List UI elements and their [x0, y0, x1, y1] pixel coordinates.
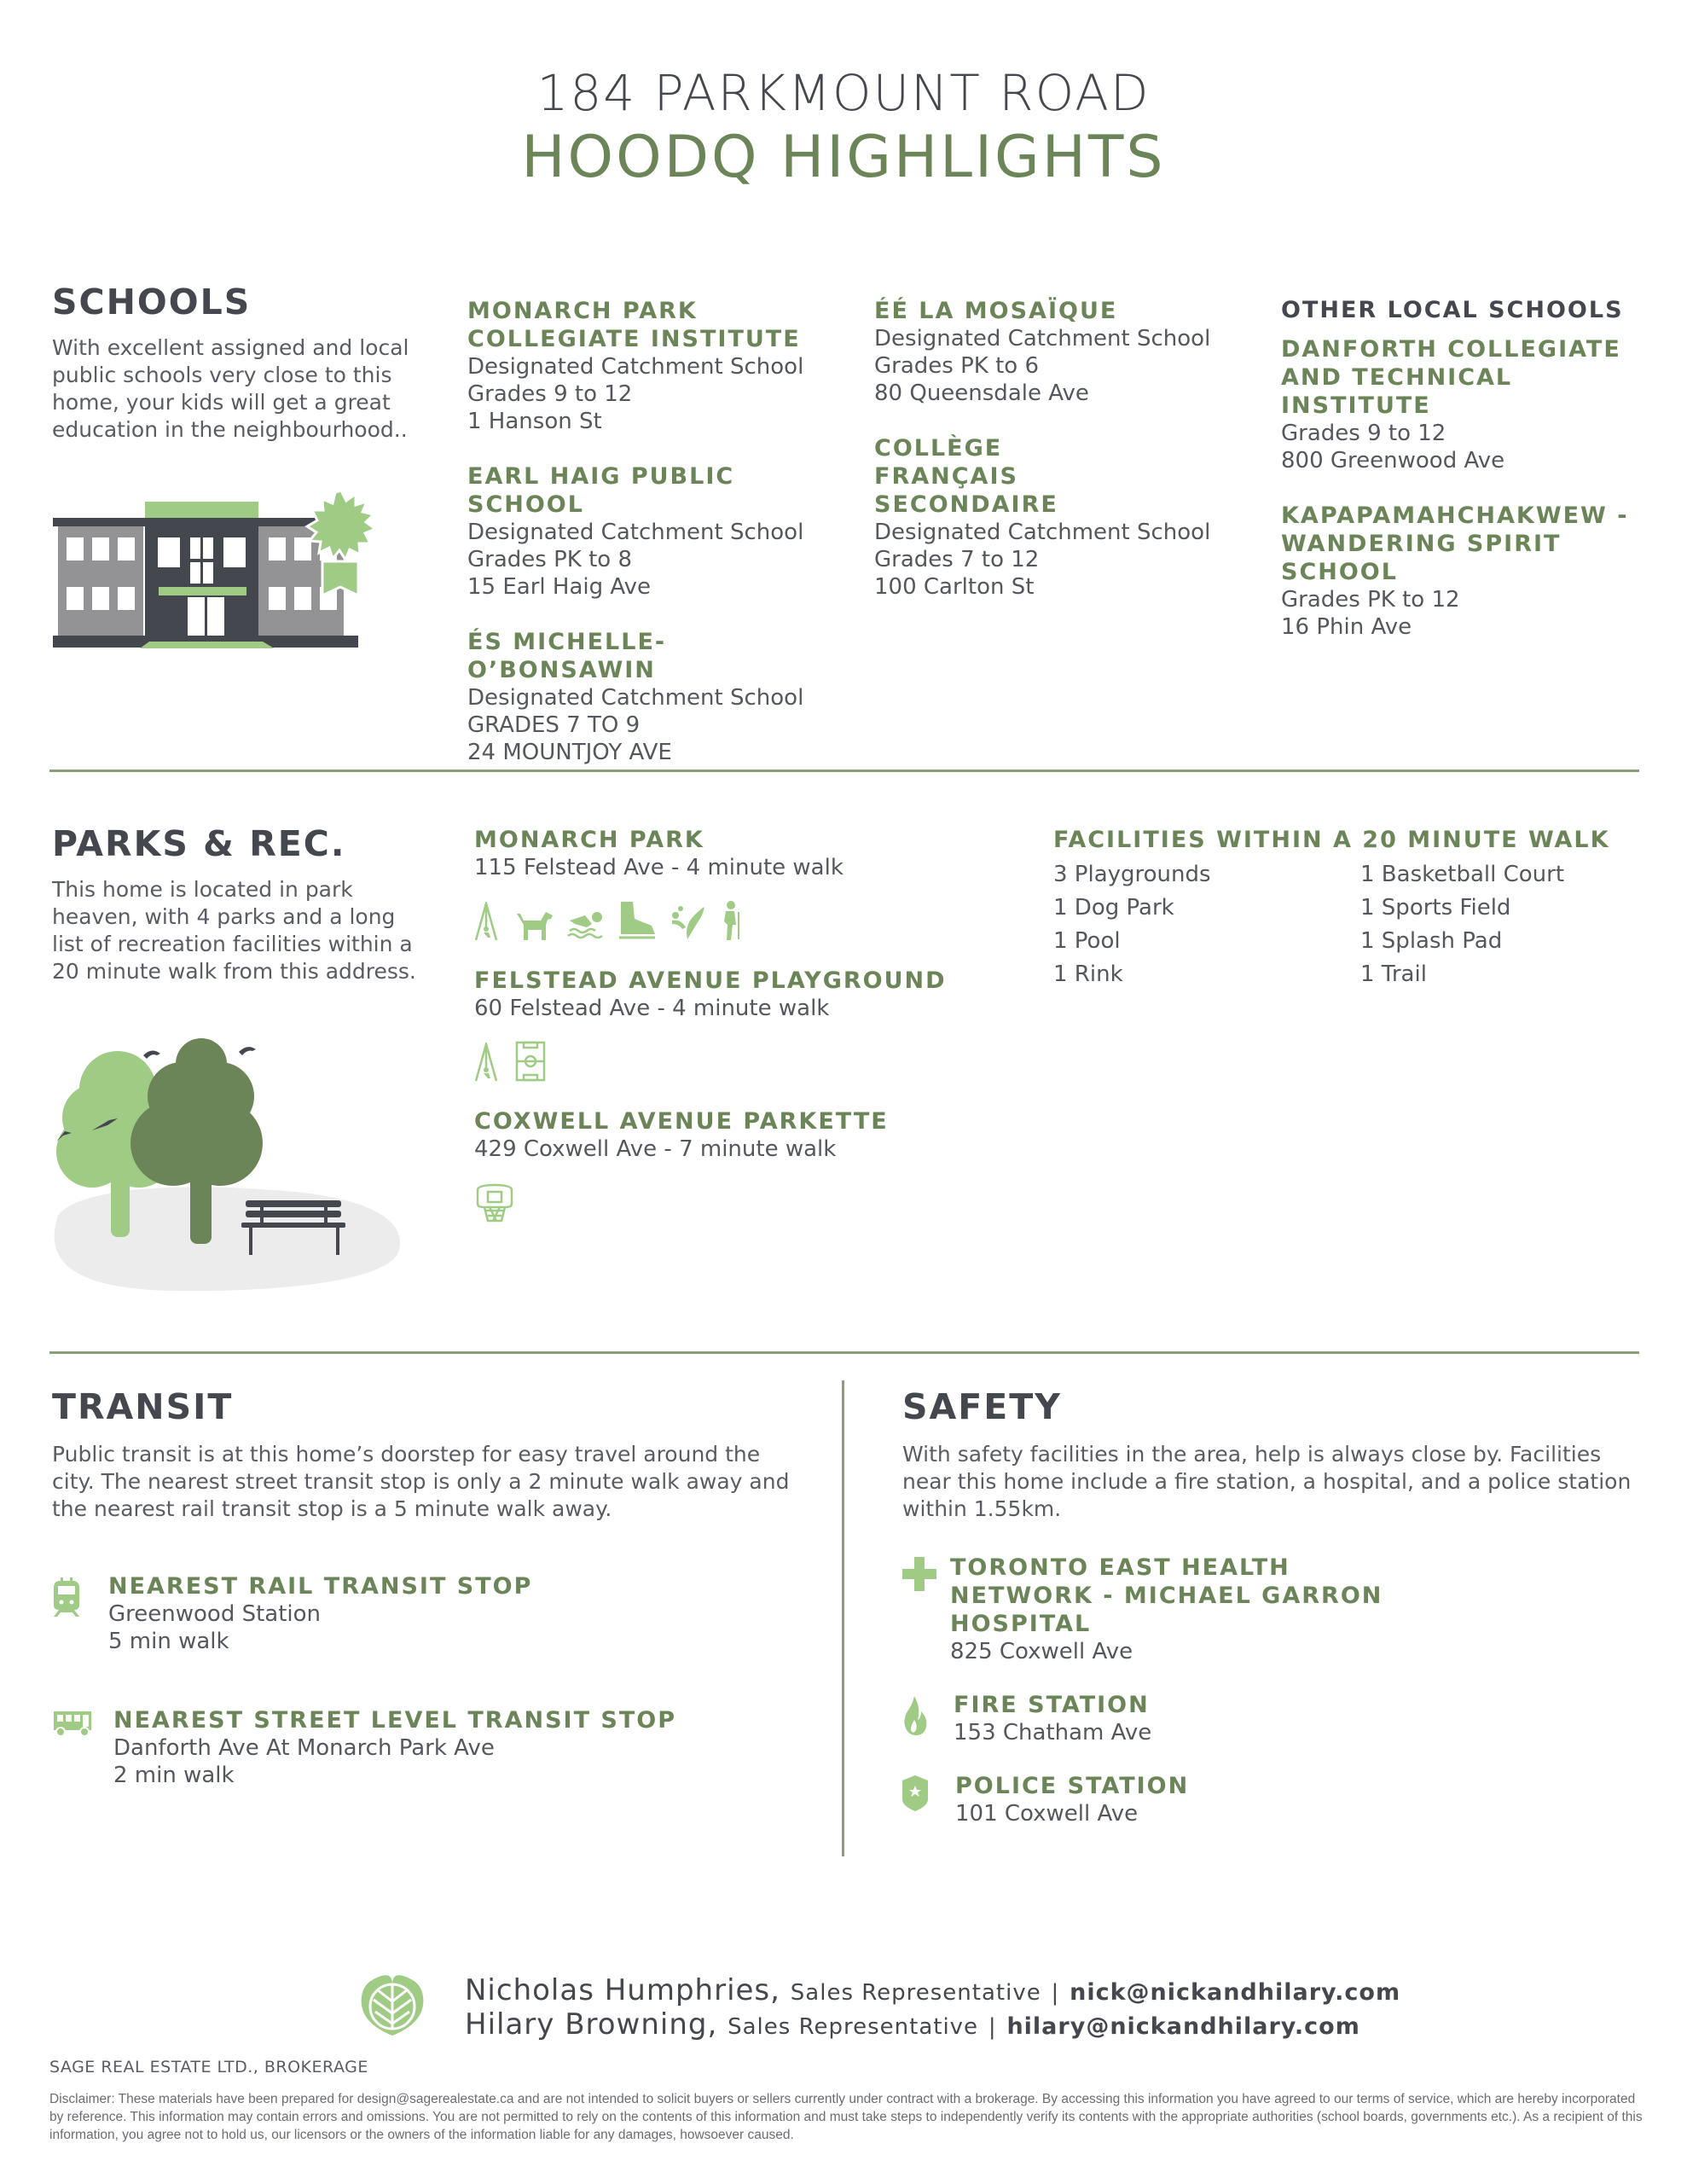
school-entry	[467, 462, 843, 601]
park-entry	[474, 826, 986, 941]
trail-icon	[718, 900, 744, 941]
school-catchment: Designated Catchment School	[874, 520, 1211, 545]
dog-park-icon	[515, 907, 554, 941]
school-address: 800 Greenwood Ave	[1281, 448, 1505, 473]
agent-email-link[interactable]: hilary@nickandhilary.com	[1006, 2013, 1360, 2040]
transit-stop-walk: 5 min walk	[108, 1629, 229, 1654]
agent-contact-1	[465, 1973, 1400, 2010]
school-catchment: Designated Catchment School	[874, 326, 1211, 351]
school-grades: Grades 7 to 12	[874, 547, 1040, 572]
school-grades: GRADES 7 TO 9	[467, 712, 641, 738]
sports-field-icon	[515, 1041, 546, 1082]
safety-facility-police	[902, 1772, 1653, 1827]
facility-item: 1 Rink	[1053, 961, 1123, 987]
park-name: MONARCH PARK	[474, 827, 704, 853]
playground-icon	[474, 902, 503, 941]
facility-item: 1 Sports Field	[1360, 895, 1511, 921]
separator: |	[988, 2014, 997, 2040]
safety-block	[902, 1386, 1653, 1827]
facility-item: 1 Trail	[1360, 961, 1427, 987]
facilities-block	[1053, 826, 1650, 989]
section-divider	[49, 770, 1639, 772]
park-amenity-icons	[474, 1182, 986, 1223]
school-grades: Grades PK to 12	[1281, 587, 1460, 613]
safety-facility-name: POLICE STATION	[955, 1773, 1190, 1799]
assigned-schools-column-2	[874, 297, 1232, 628]
park-amenity-icons	[474, 1041, 986, 1082]
property-address: 184 PARKMOUNT ROAD	[536, 64, 1151, 122]
school-entry	[874, 297, 1232, 407]
school-building-icon	[51, 486, 384, 648]
park-detail: 115 Felstead Ave - 4 minute walk	[474, 855, 844, 880]
hospital-cross-icon	[902, 1554, 950, 1595]
school-address: 16 Phin Ave	[1281, 614, 1412, 640]
schools-heading: SCHOOLS	[52, 282, 252, 322]
school-name: MONARCH PARK COLLEGIATE INSTITUTE	[467, 298, 801, 352]
facilities-list	[1053, 861, 1650, 989]
school-name: DANFORTH COLLEGIATE AND TECHNICAL INSTITUTE	[1281, 336, 1621, 419]
police-shield-icon	[902, 1772, 955, 1815]
park-detail: 60 Felstead Ave - 4 minute walk	[474, 996, 830, 1021]
facility-item: 1 Pool	[1053, 928, 1121, 954]
park-amenity-icons	[474, 900, 986, 941]
transit-block	[52, 1386, 803, 1789]
school-catchment: Designated Catchment School	[467, 520, 804, 545]
rink-icon	[617, 900, 657, 941]
transit-intro: Public transit is at this home’s doorstep for easy travel around the city. The nearest street transit stop is only a 2 minute walk away and the nearest rail transit stop is a 5 minute walk away.	[52, 1442, 790, 1521]
school-name: ÉÉ LA MOSAÏQUE	[874, 298, 1118, 324]
safety-facility-address: 101 Coxwell Ave	[955, 1801, 1139, 1827]
assigned-schools-column-1	[467, 297, 843, 793]
other-schools-column	[1281, 297, 1656, 668]
school-grades: Grades PK to 8	[467, 547, 632, 572]
agent-name: Hilary Browning,	[465, 2007, 718, 2042]
school-entry	[874, 434, 1232, 601]
schools-intro-block	[52, 282, 410, 444]
school-name: ÉS MICHELLE-O’BONSAWIN	[467, 629, 667, 683]
school-entry	[467, 297, 843, 435]
splash-pad-icon	[669, 903, 706, 941]
parks-list	[474, 826, 986, 1248]
safety-facility-hospital	[902, 1554, 1653, 1665]
facility-item: 1 Splash Pad	[1360, 928, 1503, 954]
other-schools-heading: OTHER LOCAL SCHOOLS	[1281, 297, 1624, 323]
facilities-heading: FACILITIES WITHIN A 20 MINUTE WALK	[1053, 827, 1610, 853]
school-address: 1 Hanson St	[467, 409, 602, 434]
flame-icon	[902, 1691, 954, 1741]
park-detail: 429 Coxwell Ave - 7 minute walk	[474, 1136, 837, 1162]
bus-icon	[52, 1706, 113, 1741]
agent-role: Sales Representative	[790, 1980, 1041, 2006]
column-divider	[842, 1380, 844, 1856]
safety-heading: SAFETY	[902, 1386, 1062, 1427]
safety-facility-name: TORONTO EAST HEALTH NETWORK - MICHAEL GARRON HOSPITAL	[950, 1554, 1383, 1637]
school-name: EARL HAIG PUBLIC SCHOOL	[467, 463, 735, 518]
transit-heading: TRANSIT	[52, 1386, 234, 1427]
park-entry	[474, 1107, 986, 1223]
facility-item: 1 Basketball Court	[1360, 862, 1565, 887]
school-address: 100 Carlton St	[874, 574, 1035, 600]
transit-stop-place: Greenwood Station	[108, 1601, 322, 1627]
school-entry	[1281, 502, 1656, 641]
school-address: 80 Queensdale Ave	[874, 380, 1089, 406]
school-name: COLLÈGE FRANÇAIS SECONDAIRE	[874, 435, 1058, 518]
agent-role: Sales Representative	[728, 2014, 979, 2040]
transit-stop-place: Danforth Ave At Monarch Park Ave	[113, 1735, 495, 1761]
train-icon	[52, 1572, 100, 1623]
separator: |	[1051, 1980, 1060, 2006]
transit-stop-rail	[52, 1572, 803, 1655]
school-grades: Grades 9 to 12	[1281, 421, 1446, 446]
school-entry	[467, 628, 843, 766]
school-grades: Grades 9 to 12	[467, 381, 633, 407]
brokerage-name: SAGE REAL ESTATE LTD., BROKERAGE	[49, 2058, 368, 2077]
transit-stop-walk: 2 min walk	[113, 1763, 235, 1788]
safety-facility-address: 153 Chatham Ave	[954, 1720, 1152, 1745]
school-grades: Grades PK to 6	[874, 353, 1039, 379]
safety-facility-fire	[902, 1691, 1653, 1746]
safety-facility-address: 825 Coxwell Ave	[950, 1639, 1133, 1664]
school-entry	[1281, 335, 1656, 474]
page-title: HOODQ HIGHLIGHTS	[521, 124, 1166, 191]
parks-heading: PARKS & REC.	[52, 823, 346, 864]
parks-intro: This home is located in park heaven, with 4 parks and a long list of recreation facilities within a 20 minute walk from this address.	[52, 877, 416, 984]
section-divider	[49, 1351, 1639, 1354]
park-entry	[474, 967, 986, 1082]
safety-facility-name: FIRE STATION	[954, 1692, 1150, 1718]
park-trees-bench-icon	[49, 1019, 408, 1292]
facility-item: 3 Playgrounds	[1053, 862, 1211, 887]
parks-intro-block	[52, 823, 427, 985]
agent-email-link[interactable]: nick@nickandhilary.com	[1070, 1979, 1401, 2006]
school-catchment: Designated Catchment School	[467, 685, 804, 711]
park-name: FELSTEAD AVENUE PLAYGROUND	[474, 967, 947, 994]
pool-icon	[566, 907, 606, 941]
schools-intro: With excellent assigned and local public schools very close to this home, your kids will get a great education in the neighbourhood..	[52, 335, 409, 442]
school-address: 15 Earl Haig Ave	[467, 574, 652, 600]
playground-icon	[474, 1043, 503, 1082]
brokerage-logo-icon	[350, 1972, 435, 2037]
transit-stop-name: NEAREST RAIL TRANSIT STOP	[108, 1573, 533, 1600]
school-address: 24 MOUNTJOY AVE	[467, 740, 672, 765]
basketball-court-icon	[474, 1183, 515, 1223]
park-name: COXWELL AVENUE PARKETTE	[474, 1108, 889, 1135]
disclaimer-text: Disclaimer: These materials have been prepared for design@sagerealestate.ca and are not intended to solicit buyers or sellers currently under contract with a brokerage. By accessing this information you have agreed to our terms of service, which are hereby incorporated by reference. This information may contain errors and omissions. You are not permitted to rely on the contents of this information and must take steps to independently verify its contents with the appropriate authorities (school boards, governments etc.). As a recipient of this information, you agree not to hold us, our licensors or the owners of the information liable for any damages, howsoever caused.	[49, 2092, 1643, 2142]
transit-stop-street	[52, 1706, 803, 1789]
school-catchment: Designated Catchment School	[467, 354, 804, 380]
safety-intro: With safety facilities in the area, help is always close by. Facilities near this home include a fire station, a hospital, and a police station within 1.55km.	[902, 1442, 1632, 1521]
school-name: KAPAPAMAHCHAKWEW - WANDERING SPIRIT SCHOOL	[1281, 502, 1629, 585]
transit-stop-name: NEAREST STREET LEVEL TRANSIT STOP	[113, 1707, 676, 1734]
facility-item: 1 Dog Park	[1053, 895, 1174, 921]
agent-contact-2	[465, 2007, 1360, 2044]
agent-name: Nicholas Humphries,	[465, 1973, 780, 2007]
